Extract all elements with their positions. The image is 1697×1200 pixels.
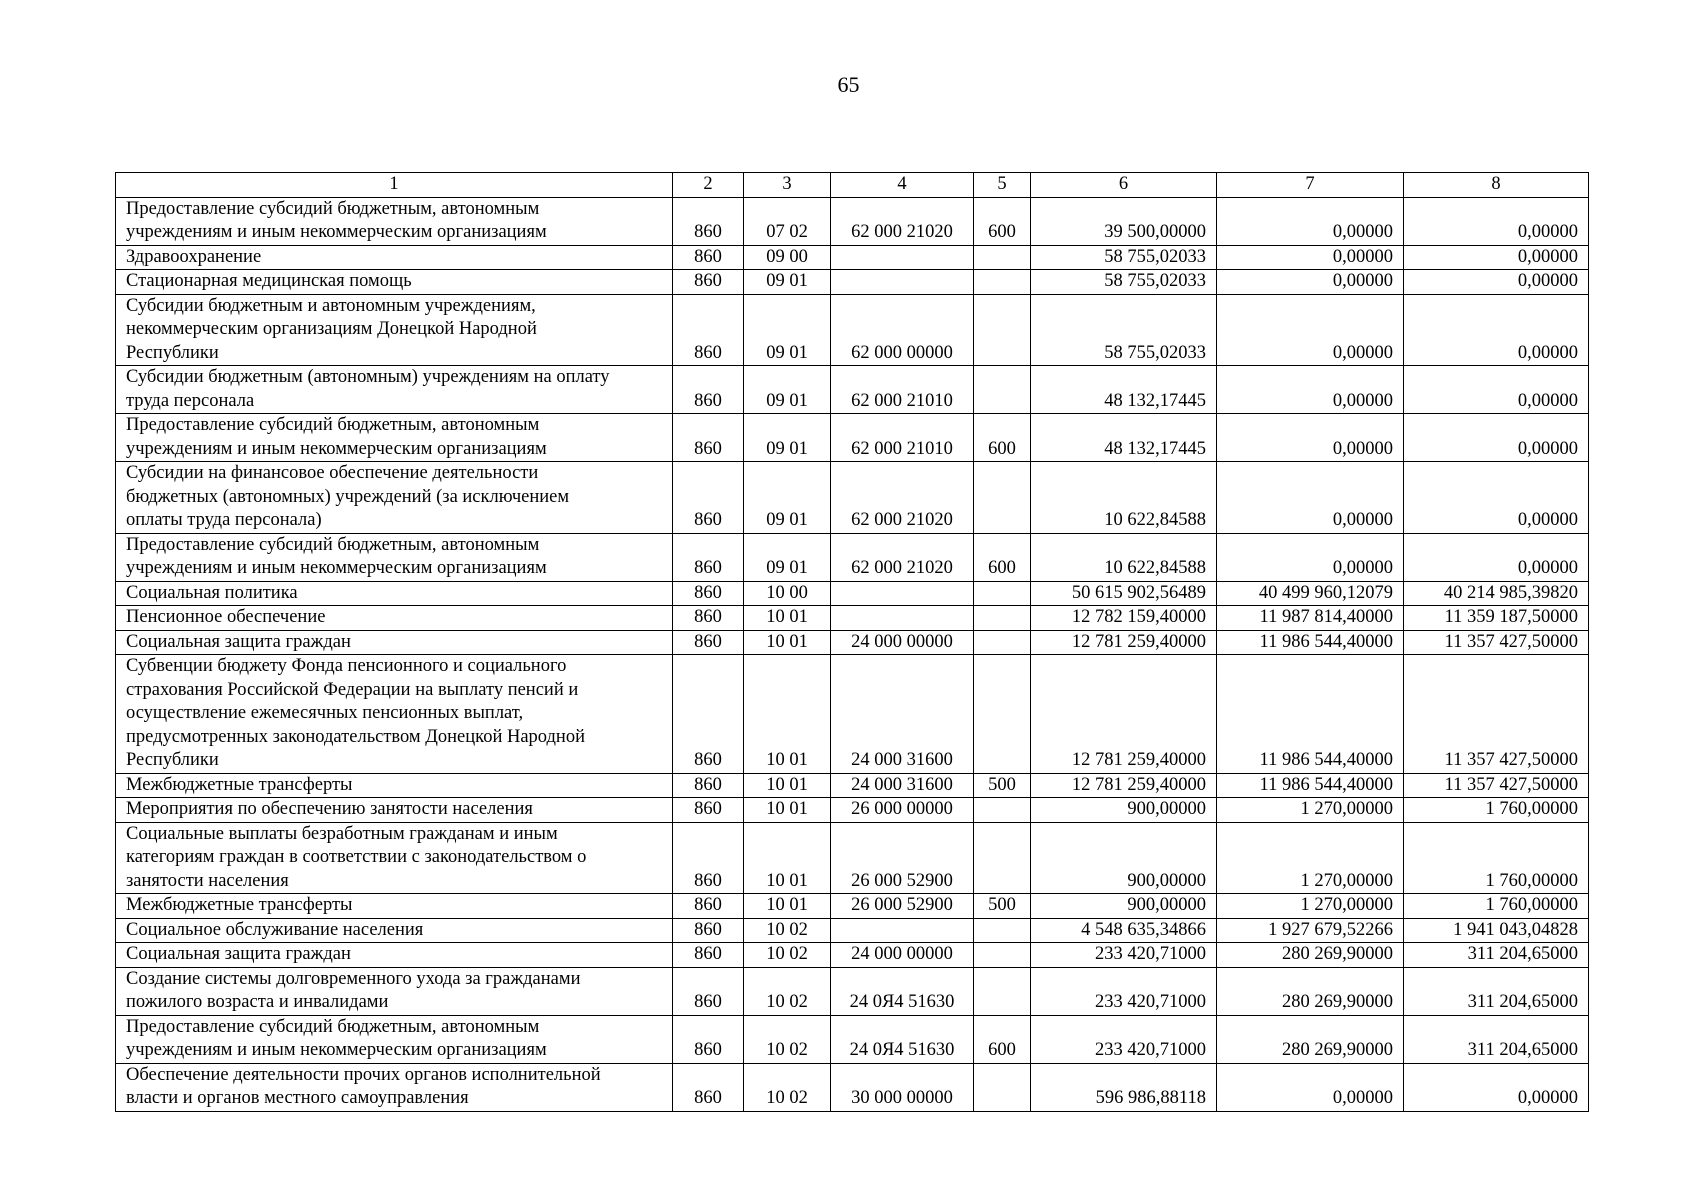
department-code: 860 [673,581,744,606]
row-description [116,798,673,823]
department-code: 860 [673,462,744,534]
row-description [116,462,673,534]
table-row [116,630,1589,655]
section-code: 07 02 [744,197,831,245]
table-row [116,245,1589,270]
department-code: 860 [673,270,744,295]
description-line: Республики [126,342,219,363]
amount-col6: 10 622,84588 [1031,533,1217,581]
row-description [116,943,673,968]
department-code: 860 [673,655,744,774]
section-code: 10 01 [744,798,831,823]
amount-col8: 0,00000 [1404,366,1589,414]
amount-col7: 0,00000 [1217,197,1404,245]
expense-type-code [974,967,1031,1015]
target-article-code: 62 000 21020 [831,462,974,534]
description-line: Здравоохранение [126,246,262,267]
department-code: 860 [673,1063,744,1111]
description-line: Социальная политика [126,582,298,603]
row-description [116,894,673,919]
target-article-code [831,606,974,631]
description-line: Социальные выплаты безработным гражданам и иным [126,823,558,844]
expense-type-code: 500 [974,894,1031,919]
expense-type-code [974,245,1031,270]
row-description [116,366,673,414]
target-article-code: 62 000 21010 [831,414,974,462]
section-code: 09 01 [744,366,831,414]
amount-col8: 0,00000 [1404,294,1589,366]
section-code: 10 01 [744,894,831,919]
amount-col7: 0,00000 [1217,462,1404,534]
description-line: Социальная защита граждан [126,631,351,652]
description-line: занятости населения [126,870,289,891]
table-row [116,943,1589,968]
row-description [116,1063,673,1111]
column-header-8: 8 [1404,173,1589,198]
table-row [116,798,1589,823]
row-description [116,533,673,581]
description-line: Социальная защита граждан [126,944,351,964]
table-row [116,581,1589,606]
amount-col6: 39 500,00000 [1031,197,1217,245]
row-description [116,967,673,1015]
table-row [116,773,1589,798]
section-code: 10 01 [744,655,831,774]
section-code: 10 02 [744,918,831,943]
target-article-code: 62 000 00000 [831,294,974,366]
target-article-code: 62 000 21010 [831,366,974,414]
department-code: 860 [673,1015,744,1063]
row-description [116,294,673,366]
department-code: 860 [673,943,744,968]
section-code: 10 01 [744,606,831,631]
amount-col8: 311 204,65000 [1404,967,1589,1015]
description-line: учреждениям и иным некоммерческим организациям [126,438,547,459]
amount-col8: 0,00000 [1404,533,1589,581]
amount-col7: 1 927 679,52266 [1217,918,1404,943]
amount-col8: 11 357 427,50000 [1404,773,1589,798]
expense-type-code [974,943,1031,968]
amount-col6: 48 132,17445 [1031,414,1217,462]
amount-col6: 900,00000 [1031,894,1217,919]
amount-col8: 1 760,00000 [1404,822,1589,894]
amount-col7: 0,00000 [1217,414,1404,462]
amount-col7: 0,00000 [1217,245,1404,270]
target-article-code: 26 000 52900 [831,822,974,894]
expense-type-code: 500 [974,773,1031,798]
amount-col8: 0,00000 [1404,197,1589,245]
target-article-code [831,270,974,295]
amount-col8: 311 204,65000 [1404,943,1589,968]
amount-col7: 11 986 544,40000 [1217,773,1404,798]
description-line: осуществление ежемесячных пенсионных выплат, [126,703,524,723]
expense-type-code: 600 [974,197,1031,245]
description-line: Пенсионное обеспечение [126,607,326,627]
description-line: Стационарная медицинская помощь [126,271,412,291]
amount-col7: 1 270,00000 [1217,894,1404,919]
amount-col8: 0,00000 [1404,462,1589,534]
table-row [116,822,1589,894]
department-code: 860 [673,822,744,894]
table-row [116,894,1589,919]
department-code: 860 [673,197,744,245]
expense-type-code [974,822,1031,894]
expense-type-code: 600 [974,414,1031,462]
amount-col8: 1 941 043,04828 [1404,918,1589,943]
description-line: бюджетных (автономных) учреждений (за исключением [126,486,570,507]
section-code: 10 01 [744,630,831,655]
table-row [116,462,1589,534]
description-line: категориям граждан в соответствии с законодательством о [126,847,587,867]
table-row [116,918,1589,943]
description-line: Социальное обслуживание населения [126,919,424,940]
column-header-3: 3 [744,173,831,198]
target-article-code: 26 000 52900 [831,894,974,919]
table-row [116,967,1589,1015]
target-article-code: 24 0Я4 51630 [831,967,974,1015]
page-number: 65 [837,72,860,97]
amount-col7: 1 270,00000 [1217,822,1404,894]
row-description [116,1015,673,1063]
target-article-code: 26 000 00000 [831,798,974,823]
amount-col6: 48 132,17445 [1031,366,1217,414]
expense-type-code [974,630,1031,655]
amount-col6: 58 755,02033 [1031,294,1217,366]
amount-col8: 0,00000 [1404,270,1589,295]
target-article-code: 24 000 00000 [831,630,974,655]
target-article-code [831,245,974,270]
description-line: Межбюджетные трансферты [126,774,353,795]
section-code: 09 00 [744,245,831,270]
column-header-7: 7 [1217,173,1404,198]
description-line: Предоставление субсидий бюджетным, автономным [126,1016,540,1037]
amount-col6: 12 781 259,40000 [1031,773,1217,798]
department-code: 860 [673,294,744,366]
table-row [116,1063,1589,1111]
target-article-code: 24 000 31600 [831,773,974,798]
department-code: 860 [673,414,744,462]
amount-col6: 233 420,71000 [1031,1015,1217,1063]
table-row [116,414,1589,462]
section-code: 09 01 [744,533,831,581]
description-line: учреждениям и иным некоммерческим организациям [126,558,547,578]
amount-col7: 280 269,90000 [1217,967,1404,1015]
amount-col8: 0,00000 [1404,245,1589,270]
target-article-code: 24 0Я4 51630 [831,1015,974,1063]
amount-col6: 233 420,71000 [1031,943,1217,968]
table-row [116,1015,1589,1063]
amount-col7: 280 269,90000 [1217,943,1404,968]
department-code: 860 [673,798,744,823]
section-code: 10 01 [744,822,831,894]
amount-col7: 11 986 544,40000 [1217,630,1404,655]
amount-col6: 596 986,88118 [1031,1063,1217,1111]
description-line: пожилого возраста и инвалидами [126,992,389,1012]
table-row [116,270,1589,295]
department-code: 860 [673,533,744,581]
section-code: 09 01 [744,414,831,462]
description-line: Республики [126,750,219,770]
description-line: учреждениям и иным некоммерческим организациям [126,222,547,242]
expense-type-code [974,581,1031,606]
amount-col6: 900,00000 [1031,822,1217,894]
table-row [116,197,1589,245]
description-line: Обеспечение деятельности прочих органов исполнительной [126,1064,601,1085]
amount-col7: 11 986 544,40000 [1217,655,1404,774]
expense-type-code [974,366,1031,414]
section-code: 10 02 [744,943,831,968]
target-article-code: 24 000 00000 [831,943,974,968]
amount-col6: 12 782 159,40000 [1031,606,1217,631]
amount-col7: 0,00000 [1217,270,1404,295]
row-description [116,630,673,655]
target-article-code: 24 000 31600 [831,655,974,774]
amount-col6: 4 548 635,34866 [1031,918,1217,943]
description-line: Предоставление субсидий бюджетным, автономным [126,534,540,555]
row-description [116,197,673,245]
amount-col8: 311 204,65000 [1404,1015,1589,1063]
column-header-6: 6 [1031,173,1217,198]
amount-col6: 900,00000 [1031,798,1217,823]
department-code: 860 [673,630,744,655]
amount-col6: 233 420,71000 [1031,967,1217,1015]
row-description [116,918,673,943]
column-header-4: 4 [831,173,974,198]
description-line: некоммерческим организациям Донецкой Народной [126,319,537,339]
row-description [116,245,673,270]
description-line: страхования Российской Федерации на выплату пенсий и [126,679,579,700]
description-line: оплаты труда персонала) [126,510,322,530]
amount-col8: 11 357 427,50000 [1404,655,1589,774]
table-row [116,606,1589,631]
section-code: 09 01 [744,270,831,295]
amount-col7: 11 987 814,40000 [1217,606,1404,631]
amount-col8: 40 214 985,39820 [1404,581,1589,606]
amount-col8: 11 359 187,50000 [1404,606,1589,631]
amount-col6: 58 755,02033 [1031,245,1217,270]
amount-col7: 1 270,00000 [1217,798,1404,823]
row-description [116,414,673,462]
section-code: 09 01 [744,462,831,534]
amount-col7: 280 269,90000 [1217,1015,1404,1063]
description-line: Субсидии бюджетным (автономным) учреждениям на оплату [126,367,610,387]
expense-type-code [974,655,1031,774]
expense-type-code [974,462,1031,534]
row-description [116,822,673,894]
expense-type-code [974,270,1031,295]
amount-col8: 1 760,00000 [1404,894,1589,919]
row-description [116,606,673,631]
department-code: 860 [673,366,744,414]
description-line: Субвенции бюджету Фонда пенсионного и социального [126,656,567,676]
table-header-row [116,173,1589,198]
expense-type-code [974,294,1031,366]
row-description [116,655,673,774]
description-line: Мероприятия по обеспечению занятости населения [126,799,533,819]
description-line: власти и органов местного самоуправления [126,1088,469,1108]
section-code: 10 02 [744,967,831,1015]
description-line: Субсидии на финансовое обеспечение деятельности [126,463,539,483]
amount-col7: 40 499 960,12079 [1217,581,1404,606]
table-row [116,366,1589,414]
budget-table [115,172,1589,1112]
column-header-5: 5 [974,173,1031,198]
amount-col8: 0,00000 [1404,1063,1589,1111]
expense-type-code: 600 [974,1015,1031,1063]
row-description [116,773,673,798]
amount-col7: 0,00000 [1217,533,1404,581]
description-line: Межбюджетные трансферты [126,895,353,915]
amount-col7: 0,00000 [1217,294,1404,366]
column-header-1: 1 [116,173,673,198]
target-article-code: 30 000 00000 [831,1063,974,1111]
expense-type-code [974,918,1031,943]
description-line: Предоставление субсидий бюджетным, автономным [126,415,540,435]
department-code: 860 [673,894,744,919]
description-line: учреждениям и иным некоммерческим организациям [126,1040,547,1060]
amount-col8: 1 760,00000 [1404,798,1589,823]
table-row [116,533,1589,581]
expense-type-code [974,798,1031,823]
amount-col8: 0,00000 [1404,414,1589,462]
expense-type-code [974,606,1031,631]
amount-col7: 0,00000 [1217,1063,1404,1111]
target-article-code [831,918,974,943]
table-row [116,655,1589,774]
row-description [116,270,673,295]
column-header-2: 2 [673,173,744,198]
amount-col6: 12 781 259,40000 [1031,655,1217,774]
expense-type-code [974,1063,1031,1111]
amount-col6: 50 615 902,56489 [1031,581,1217,606]
row-description [116,581,673,606]
amount-col6: 58 755,02033 [1031,270,1217,295]
department-code: 860 [673,606,744,631]
target-article-code: 62 000 21020 [831,197,974,245]
department-code: 860 [673,245,744,270]
department-code: 860 [673,967,744,1015]
section-code: 09 01 [744,294,831,366]
section-code: 10 00 [744,581,831,606]
section-code: 10 01 [744,773,831,798]
description-line: Предоставление субсидий бюджетным, автономным [126,198,540,219]
description-line: Создание системы долговременного ухода за гражданами [126,968,581,989]
expense-type-code: 600 [974,533,1031,581]
amount-col7: 0,00000 [1217,366,1404,414]
section-code: 10 02 [744,1063,831,1111]
target-article-code [831,581,974,606]
section-code: 10 02 [744,1015,831,1063]
description-line: предусмотренных законодательством Донецкой Народной [126,726,585,747]
amount-col6: 12 781 259,40000 [1031,630,1217,655]
amount-col8: 11 357 427,50000 [1404,630,1589,655]
department-code: 860 [673,918,744,943]
description-line: труда персонала [126,390,255,411]
department-code: 860 [673,773,744,798]
amount-col6: 10 622,84588 [1031,462,1217,534]
description-line: Субсидии бюджетным и автономным учреждениям, [126,295,536,316]
target-article-code: 62 000 21020 [831,533,974,581]
table-row [116,294,1589,366]
